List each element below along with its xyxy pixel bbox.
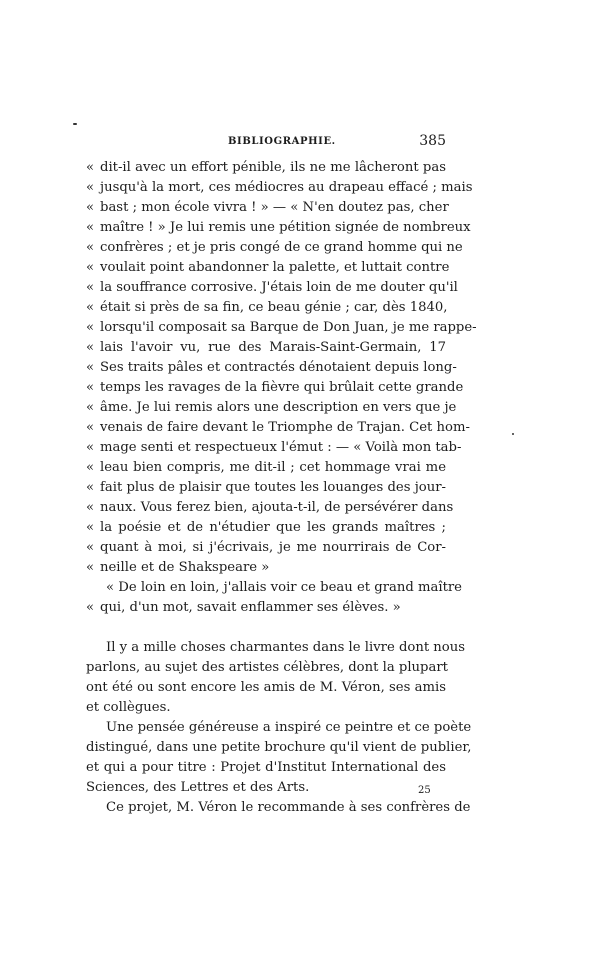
quote-line: « venais de faire devant le Triomphe de Trajan. Cet hom- [86,420,470,435]
quote-line: « temps les ravages de la fièvre qui brûlait cette grande [86,380,464,395]
paragraph-line: distingué, dans une petite brochure qu'il vient de publier, [86,740,472,755]
quote-line: « la souffrance corrosive. J'étais loin de me douter qu'il [86,280,458,295]
ink-speck [512,433,514,435]
quote-line: « âme. Je lui remis alors une description en vers que je [86,400,457,415]
quote-line: « était si près de sa fin, ce beau génie ; car, dès 1840, [86,300,448,315]
quote-line: « quant à moi, si j'écrivais, je me nourrirais de Cor- [86,540,446,555]
paragraph-line: Ce projet, M. Véron le recommande à ses confrères de [106,800,471,815]
quote-line: « fait plus de plaisir que toutes les louanges des jour- [86,480,446,495]
paragraph-line: Sciences, des Lettres et des Arts. [86,780,310,795]
quote-line: « lais l'avoir vu, rue des Marais-Saint-Germain, 17 [86,340,446,355]
quote-line: « mage senti et respectueux l'émut : — « Voilà mon tab- [86,440,462,455]
quote-line: « la poésie et de n'étudier que les grands maîtres ; [86,520,446,535]
running-title: BIBLIOGRAPHIE. [228,136,336,147]
signature-mark: 25 [418,785,431,796]
paragraph-line: parlons, au sujet des artistes célèbres, dont la plupart [86,660,448,675]
quote-line: « Ses traits pâles et contractés dénotaient depuis long- [86,360,457,375]
quote-line: « bast ; mon école vivra ! » — « N'en doutez pas, cher [86,200,449,215]
paragraph-line: et collègues. [86,700,171,715]
ink-speck [73,123,77,125]
quote-line: « leau bien compris, me dit-il ; cet hommage vrai me [86,460,446,475]
quote-line: « qui, d'un mot, savait enflammer ses élèves. » [86,600,401,615]
page-number: 385 [419,133,446,149]
quote-line: « lorsqu'il composait sa Barque de Don Juan, je me rappe- [86,320,477,335]
quote-line: « dit-il avec un effort pénible, ils ne me lâcheront pas [86,160,446,175]
paragraph-gap [86,618,446,638]
quoted-letter [86,158,477,578]
quote-line: « maître ! » Je lui remis une pétition signée de nombreux [86,220,471,235]
page-header [86,133,446,153]
quote-line: « voulait point abandonner la palette, et luttait contre [86,260,450,275]
body-text [86,158,477,818]
quote-line: « De loin en loin, j'allais voir ce beau et grand maître [106,580,462,595]
paragraph-line: ont été ou sont encore les amis de M. Véron, ses amis [86,680,446,695]
quote-line: « jusqu'à la mort, ces médiocres au drapeau effacé ; mais [86,180,473,195]
paragraph-line: Il y a mille choses charmantes dans le livre dont nous [106,640,466,655]
paragraph-line: et qui a pour titre : Projet d'Institut International des [86,760,446,775]
quote-line: « naux. Vous ferez bien, ajouta-t-il, de persévérer dans [86,500,454,515]
commentary [86,638,472,818]
quote-line: « neille et de Shakspeare » [86,560,270,575]
quote-line: « confrères ; et je pris congé de ce grand homme qui ne [86,240,463,255]
paragraph-line: Une pensée généreuse a inspiré ce peintre et ce poète [106,720,472,735]
